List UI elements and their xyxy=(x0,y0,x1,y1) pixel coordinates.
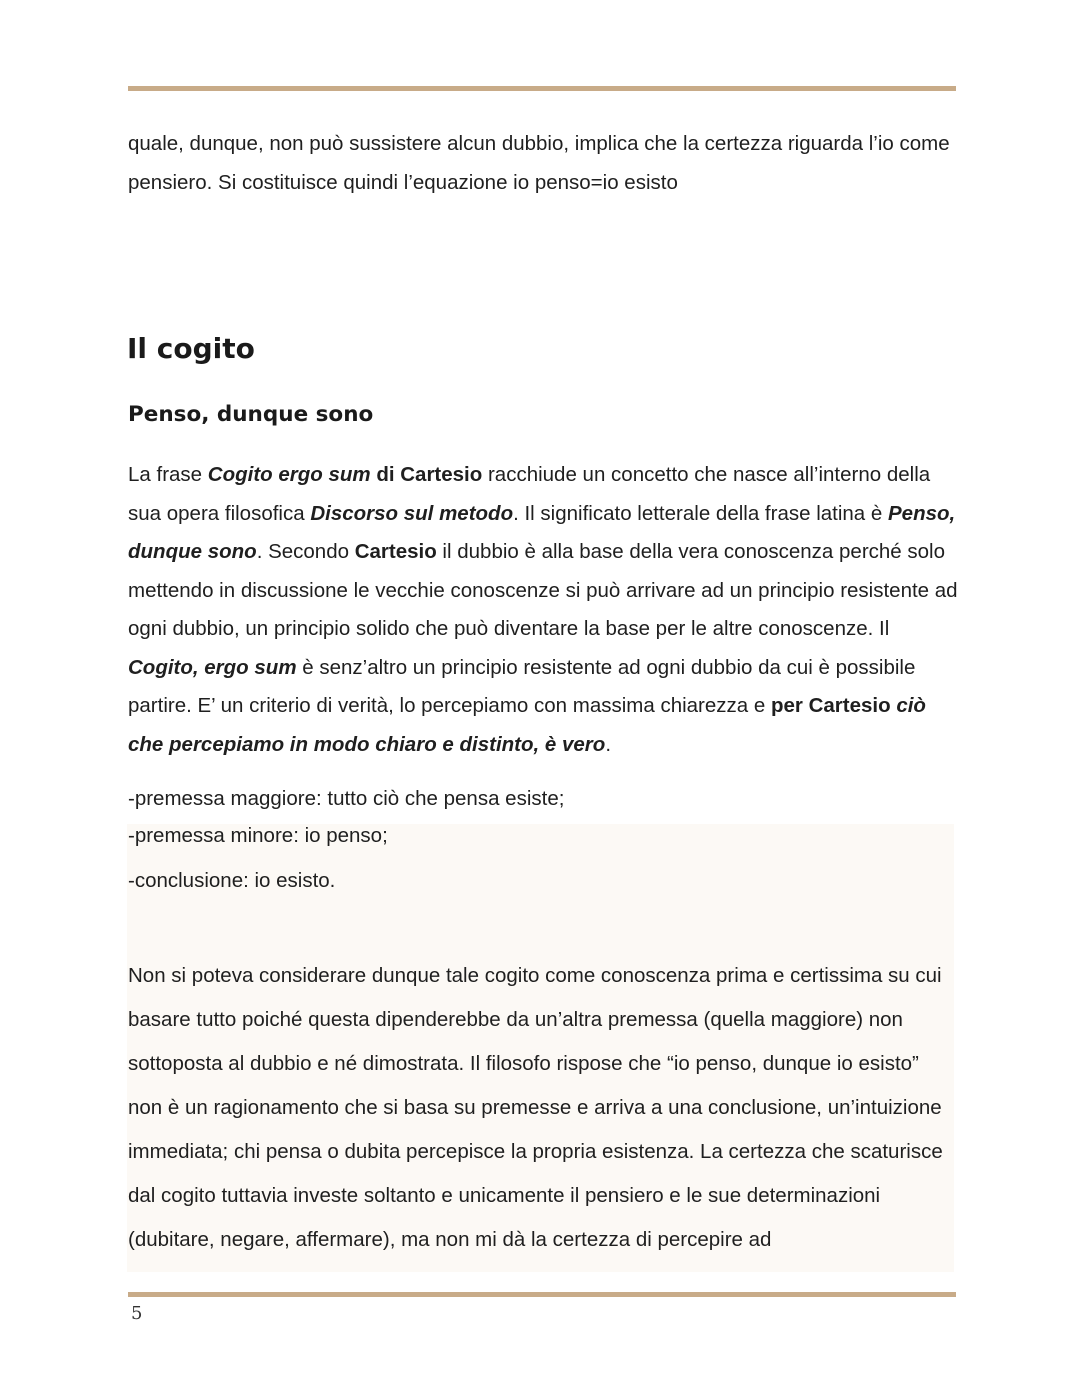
section-heading: Il cogito xyxy=(127,332,255,365)
emphasis-discorso: Discorso sul metodo xyxy=(310,501,514,525)
text-run: . Secondo xyxy=(256,540,355,563)
conclusion: -conclusione: io esisto. xyxy=(128,869,336,892)
emphasis-cogito-ergo-sum: Cogito, ergo sum xyxy=(128,655,297,679)
emphasis-penso: Penso, dunque sono xyxy=(128,501,956,563)
emphasis-cogito: Cogito ergo sum xyxy=(207,463,371,486)
premise-major: -premessa maggiore: tutto ciò che pensa esiste; xyxy=(128,787,565,810)
final-paragraph: Non si poteva considerare dunque tale cogito come conoscenza prima e certissima su cui basare tutto poiché questa dipenderebbe da un’altra premessa (quella maggiore) non sottoposta al dubbio e né dimostrata. Il filosofo rispose che “io penso, dunque io esisto” non è un ragionamento che si basa su premesse e arriva a una conclusione, un’intuizione immediata; chi pensa o dubita percepisce la propria esistenza. La certezza che scaturisce dal cogito tuttavia investe soltanto e unicamente il pensiero e le sue determinazioni (dubitare, negare, affermare), ma non mi dà la certezza di percepire ad xyxy=(128,964,943,1251)
emphasis-chiaro-distinto: ciò che percepiamo in modo chiaro e distinto, è vero xyxy=(128,694,926,756)
top-rule xyxy=(128,86,956,91)
emphasis-di-cartesio: di Cartesio xyxy=(370,463,483,486)
premise-minor: -premessa minore: io penso; xyxy=(128,824,388,847)
bottom-rule xyxy=(128,1292,956,1297)
intro-paragraph: quale, dunque, non può sussistere alcun dubbio, implica che la certezza riguarda l’io come pensiero. Si costituisce quindi l’equazione io penso=io esisto xyxy=(128,132,950,194)
text-run: . xyxy=(605,732,612,756)
main-paragraph xyxy=(128,456,958,764)
text-run: racchiude un concetto che nasce all’interno della sua opera filosofica xyxy=(128,463,931,525)
emphasis-per-cartesio: per Cartesio xyxy=(770,694,891,717)
section-subheading: Penso, dunque sono xyxy=(128,402,374,427)
text-run: . Il significato letterale della frase latina è xyxy=(513,501,888,525)
emphasis-cartesio: Cartesio xyxy=(354,540,437,563)
text-run: La frase xyxy=(128,463,208,486)
page-number: 5 xyxy=(131,1303,143,1324)
text-run: è senz’altro un principio resistente ad ogni dubbio da cui è possibile partire. E’ un criterio di verità, lo percepiamo con massima chiarezza e xyxy=(128,655,916,717)
text-run: il dubbio è alla base della vera conoscenza perché solo mettendo in discussione le vecchie conoscenze si può arrivare ad un principio resistente ad ogni dubbio, un principio solido che può diventare la base per le altre conoscenze. Il xyxy=(128,540,958,640)
